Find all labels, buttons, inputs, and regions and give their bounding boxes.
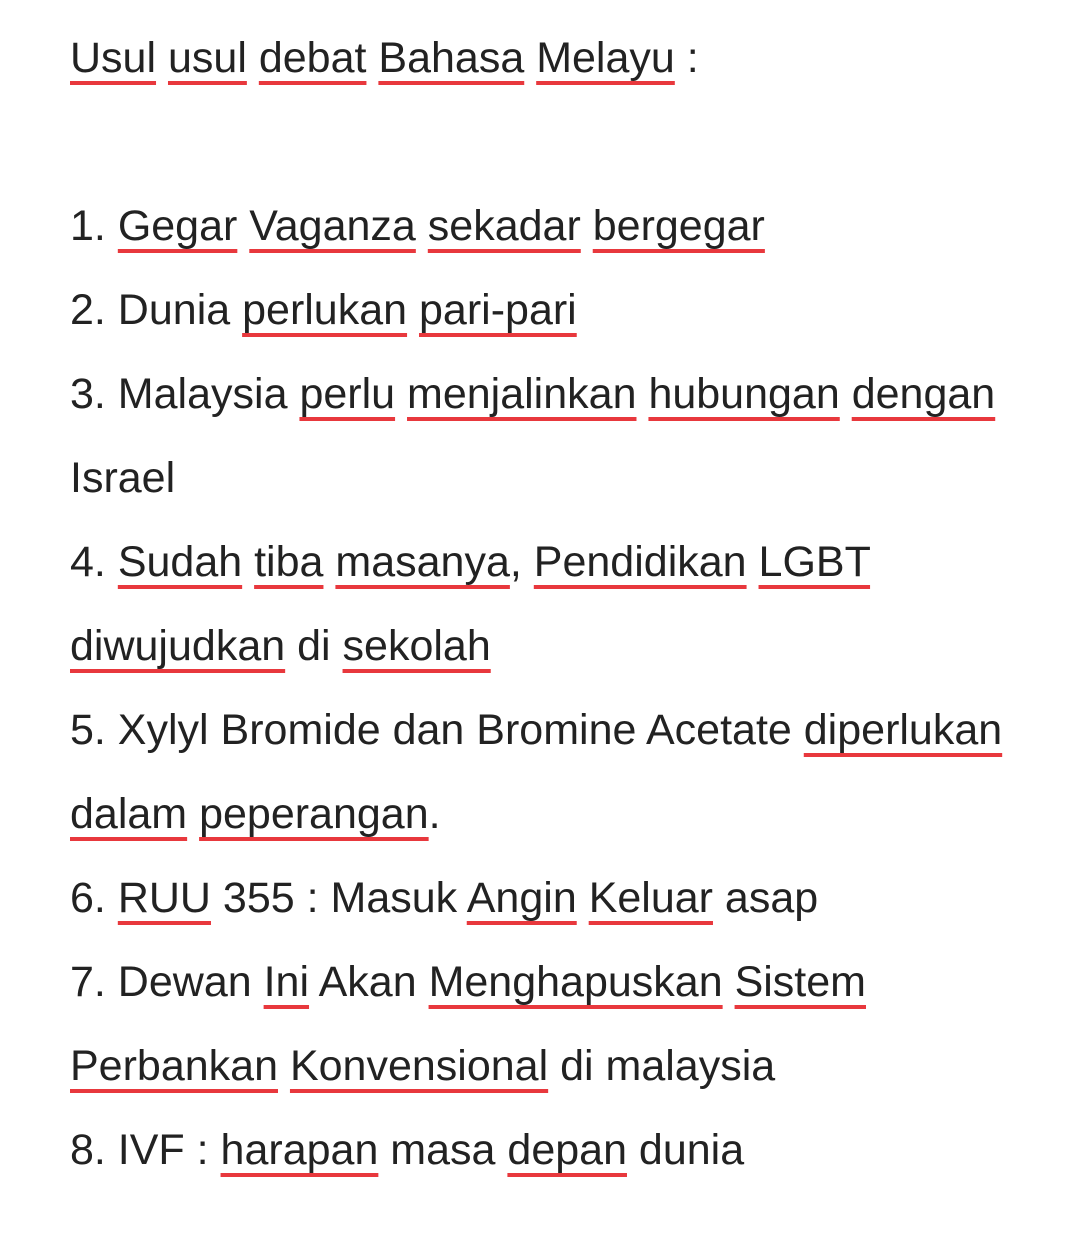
- misspelled-word[interactable]: sekolah: [342, 622, 491, 670]
- heading-word: [366, 34, 378, 82]
- text-segment: 355 : Masuk: [210, 874, 467, 922]
- misspelled-word[interactable]: diperlukan: [803, 706, 1003, 754]
- motion-item: [70, 268, 1030, 352]
- text-segment: [577, 874, 589, 922]
- text-segment: [187, 790, 199, 838]
- text-segment: [278, 1042, 290, 1090]
- motion-item: [70, 520, 1030, 688]
- misspelled-word[interactable]: depan: [507, 1126, 627, 1174]
- text-segment: [407, 286, 419, 334]
- misspelled-word[interactable]: Konvensional: [289, 1042, 549, 1090]
- motion-item: [70, 184, 1030, 268]
- misspelled-word[interactable]: Perbankan: [70, 1042, 278, 1090]
- misspelled-word[interactable]: Sistem: [734, 958, 866, 1006]
- heading-word: [156, 34, 168, 82]
- text-segment: [323, 538, 335, 586]
- motion-item: [70, 940, 1030, 1108]
- text-segment: Israel: [70, 454, 176, 502]
- text-segment: asap: [712, 874, 819, 922]
- misspelled-word[interactable]: Angin: [466, 874, 577, 922]
- misspelled-word[interactable]: harapan: [220, 1126, 379, 1174]
- misspelled-word[interactable]: LGBT: [758, 538, 871, 586]
- misspelled-word[interactable]: Sudah: [117, 538, 243, 586]
- text-segment: [581, 202, 593, 250]
- text-segment: [395, 370, 407, 418]
- note-heading: [70, 16, 699, 100]
- misspelled-word[interactable]: sekadar: [427, 202, 581, 250]
- heading-word: :: [674, 34, 699, 82]
- misspelled-word[interactable]: tiba: [254, 538, 324, 586]
- misspelled-word[interactable]: Keluar: [588, 874, 713, 922]
- misspelled-word[interactable]: Bahasa: [378, 34, 525, 82]
- misspelled-word[interactable]: pari-pari: [419, 286, 577, 334]
- misspelled-word[interactable]: peperangan: [199, 790, 429, 838]
- motion-item: [70, 856, 1030, 940]
- text-segment: masa: [378, 1126, 508, 1174]
- misspelled-word[interactable]: Usul: [70, 34, 157, 82]
- text-segment: ,: [509, 538, 534, 586]
- text-segment: dunia: [626, 1126, 745, 1174]
- misspelled-word[interactable]: bergegar: [592, 202, 765, 250]
- misspelled-word[interactable]: perlu: [299, 370, 396, 418]
- misspelled-word[interactable]: diwujudkan: [70, 622, 286, 670]
- text-segment: di: [285, 622, 343, 670]
- misspelled-word[interactable]: menjalinkan: [407, 370, 637, 418]
- misspelled-word[interactable]: hubungan: [648, 370, 840, 418]
- text-segment: 5. Xylyl Bromide dan Bromine Acetate: [70, 706, 804, 754]
- motion-item: [70, 1108, 1030, 1192]
- text-segment: [636, 370, 648, 418]
- motion-list: [70, 184, 1030, 1192]
- text-segment: 1.: [70, 202, 118, 250]
- misspelled-word[interactable]: masanya: [335, 538, 510, 586]
- text-segment: di malaysia: [548, 1042, 776, 1090]
- heading-word: [247, 34, 259, 82]
- misspelled-word[interactable]: perlukan: [242, 286, 408, 334]
- text-segment: [723, 958, 735, 1006]
- text-segment: 4.: [70, 538, 118, 586]
- text-segment: .: [428, 790, 441, 838]
- text-segment: 2. Dunia: [70, 286, 243, 334]
- text-segment: [242, 538, 254, 586]
- text-segment: [237, 202, 249, 250]
- misspelled-word[interactable]: dengan: [851, 370, 996, 418]
- misspelled-word[interactable]: Vaganza: [249, 202, 416, 250]
- heading-word: [524, 34, 536, 82]
- misspelled-word[interactable]: Melayu: [536, 34, 675, 82]
- misspelled-word[interactable]: Gegar: [117, 202, 238, 250]
- text-segment: 7. Dewan: [70, 958, 264, 1006]
- text-segment: 6.: [70, 874, 118, 922]
- text-segment: [840, 370, 852, 418]
- motion-item: [70, 352, 1030, 520]
- misspelled-word[interactable]: usul: [167, 34, 247, 82]
- misspelled-word[interactable]: RUU: [117, 874, 211, 922]
- text-segment: Akan: [309, 958, 429, 1006]
- misspelled-word[interactable]: debat: [258, 34, 367, 82]
- misspelled-word[interactable]: Ini: [263, 958, 310, 1006]
- misspelled-word[interactable]: Pendidikan: [533, 538, 747, 586]
- text-segment: [747, 538, 759, 586]
- misspelled-word[interactable]: dalam: [70, 790, 188, 838]
- text-segment: 3. Malaysia: [70, 370, 300, 418]
- misspelled-word[interactable]: Menghapuskan: [428, 958, 723, 1006]
- motion-item: [70, 688, 1030, 856]
- text-segment: 8. IVF :: [70, 1126, 221, 1174]
- text-segment: [416, 202, 428, 250]
